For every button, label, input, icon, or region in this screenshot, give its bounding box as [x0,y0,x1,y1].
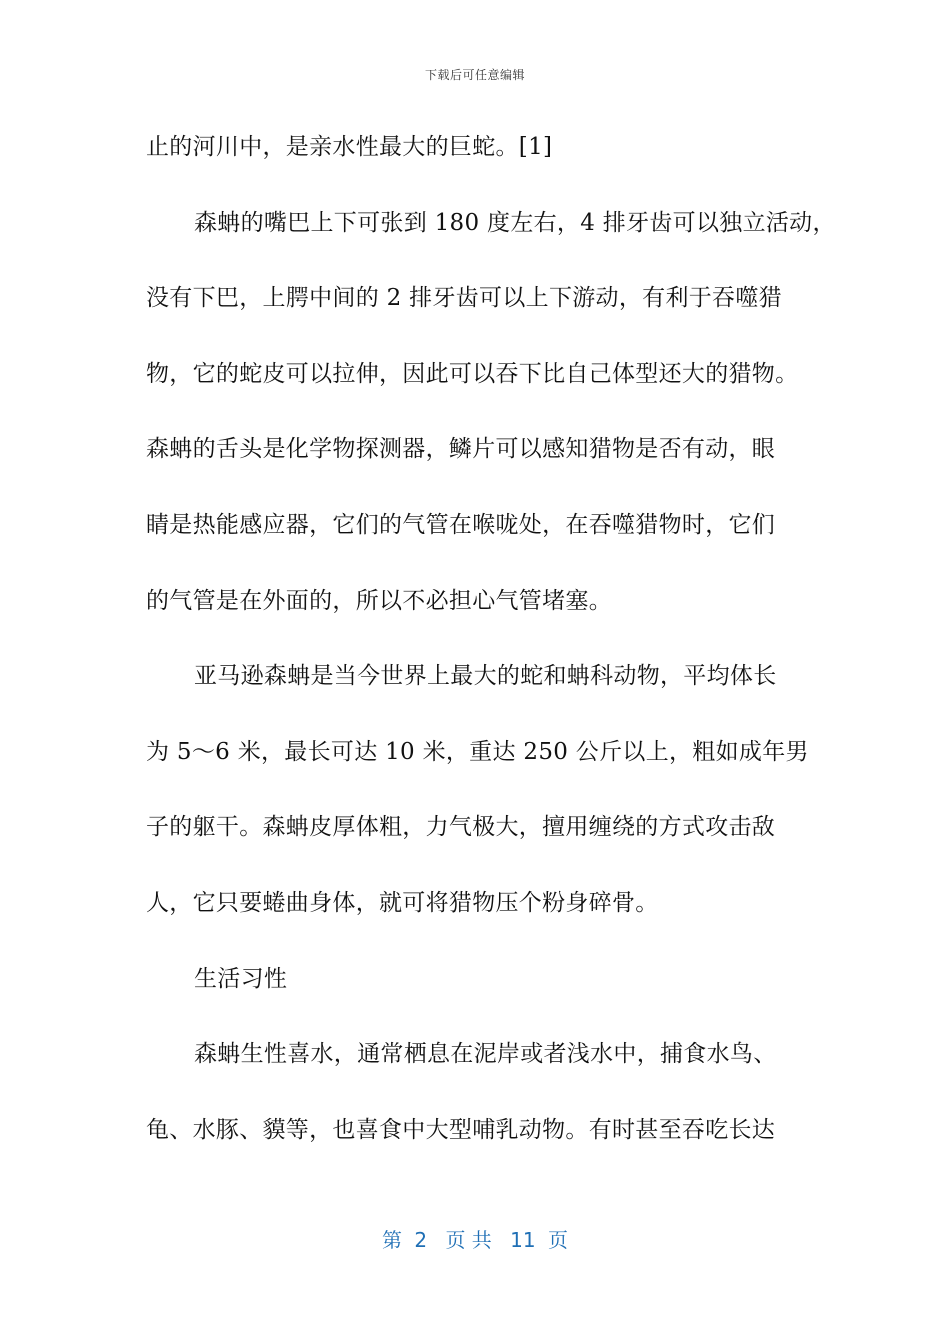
footer-suffix: 页 [547,1228,568,1252]
text-line-11: 人，它只要蜷曲身体，就可将猎物压个粉身碎骨。 [146,889,659,916]
text-line-1: 止的河川中，是亲水性最大的巨蛇。[1] [146,134,553,160]
text-line-7: 的气管是在外面的，所以不必担心气管堵塞。 [146,587,612,614]
text-line-10: 子的躯干。森蚺皮厚体粗，力气极大，擅用缠绕的方式攻击敌 [146,814,776,841]
text-line-4: 物，它的蛇皮可以拉伸，因此可以吞下比自己体型还大的猎物。 [146,360,799,387]
text-line-9: 为 5～6 米，最长可达 10 米，重达 250 公斤以上，粗如成年男 [146,738,809,765]
footer-middle: 页 共 [445,1228,492,1252]
text-line-8: 亚马逊森蚺是当今世界上最大的蛇和蚺科动物，平均体长 [194,663,777,690]
footer-current-page: 2 [414,1228,428,1252]
text-line-5: 森蚺的舌头是化学物探测器，鳞片可以感知猎物是否有动，眼 [146,436,776,463]
page-footer [0,1224,950,1253]
text-line-14: 龟、水豚、貘等，也喜食中大型哺乳动物。有时甚至吞吃长达 [146,1116,776,1143]
text-line-6: 睛是热能感应器，它们的气管在喉咙处，在吞噬猎物时，它们 [146,511,776,538]
document-body [146,122,836,1180]
text-line-13: 森蚺生性喜水，通常栖息在泥岸或者浅水中，捕食水鸟、 [194,1041,777,1068]
text-line-2: 森蚺的嘴巴上下可张到 180 度左右，4 排牙齿可以独立活动， [194,209,836,236]
text-line-3: 没有下巴，上腭中间的 2 排牙齿可以上下游动，有利于吞噬猎 [146,285,782,312]
page-header: 下载后可任意编辑 [424,68,525,82]
footer-prefix: 第 [382,1228,402,1252]
footer-total-pages: 11 [510,1228,536,1252]
section-heading: 生活习性 [194,965,288,992]
